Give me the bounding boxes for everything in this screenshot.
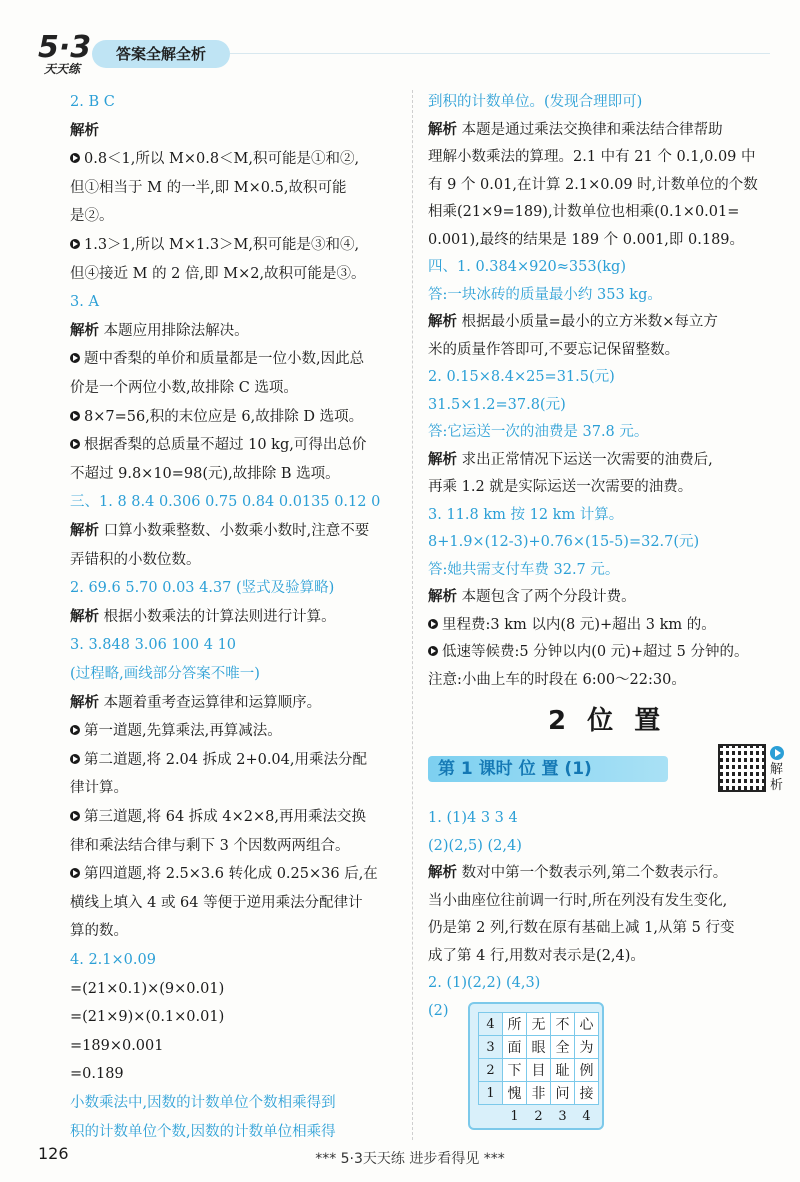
text-span: (2)(2,5) (2,4) bbox=[428, 837, 522, 854]
text-span: 题中香梨的单价和质量都是一位小数,因此总 bbox=[84, 351, 365, 368]
text-line bbox=[70, 464, 340, 484]
text-line bbox=[70, 492, 380, 512]
text-line bbox=[70, 178, 346, 198]
text-line bbox=[428, 202, 739, 222]
text-line bbox=[428, 367, 615, 387]
lesson-banner: 第 1 课时 位 置 (1) bbox=[428, 756, 668, 782]
grid-row-number: 4 bbox=[479, 1013, 503, 1036]
text-span: 再乘 1.2 就是实际运送一次需要的油费。 bbox=[428, 479, 693, 495]
text-span: 横线上填入 4 或 64 等便于逆用乘法分配律计 bbox=[70, 894, 363, 911]
text-span: 算的数。 bbox=[70, 923, 128, 940]
text-line bbox=[428, 532, 699, 552]
grid-table bbox=[478, 1012, 599, 1128]
text-line bbox=[428, 973, 540, 993]
text-line bbox=[70, 349, 364, 369]
text-span: 解析 bbox=[70, 122, 99, 139]
text-span: 解析 本题着重考查运算律和运算顺序。 bbox=[70, 694, 322, 711]
text-line bbox=[70, 149, 359, 169]
text-line bbox=[70, 664, 260, 684]
text-span: 注意:小曲上车的时段在 6:00～22:30。 bbox=[428, 671, 686, 688]
text-line bbox=[70, 292, 99, 312]
text-line bbox=[428, 836, 522, 856]
text-span: 解析 根据最小质量=最小的立方米数×每立方 bbox=[428, 314, 718, 330]
text-line bbox=[428, 808, 518, 828]
grid-cell: 面 bbox=[503, 1036, 527, 1059]
text-span: =(21×9)×(0.1×0.01) bbox=[70, 1009, 225, 1026]
text-span: 解析 求出正常情况下运送一次需要的油费后, bbox=[428, 451, 713, 468]
text-span: 积的计数单位个数,因数的计数单位相乘得 bbox=[70, 1123, 336, 1140]
text-line bbox=[428, 450, 713, 470]
text-span: 不超过 9.8×10=98(元),故排除 B 选项。 bbox=[70, 465, 340, 482]
text-span: 成了第 4 行,用数对表示是(2,4)。 bbox=[428, 947, 645, 964]
text-span: 3. 3.848 3.06 100 4 10 bbox=[70, 637, 237, 654]
column-divider bbox=[412, 90, 413, 1140]
arrow-bullet-icon bbox=[428, 646, 438, 656]
text-span: 答:它运送一次的油费是 37.8 元。 bbox=[428, 424, 649, 440]
logo-sub: 天天练 bbox=[44, 62, 81, 76]
position-grid bbox=[468, 1002, 604, 1130]
text-line bbox=[70, 979, 224, 999]
arrow-bullet-icon bbox=[70, 353, 80, 363]
text-span: 2. 69.6 5.70 0.03 4.37 (竖式及验算略) bbox=[70, 580, 335, 597]
header-title: 答案全解全析 bbox=[92, 40, 230, 68]
grid-cell: 问 bbox=[551, 1082, 575, 1105]
text-line bbox=[428, 147, 756, 167]
text-span: 解析 根据小数乘法的计算法则进行计算。 bbox=[70, 608, 336, 625]
text-span: 三、1. 8 8.4 0.306 0.75 0.84 0.0135 0.12 0 bbox=[70, 494, 381, 511]
text-line bbox=[428, 1001, 449, 1021]
text-span: 31.5×1.2=37.8(元) bbox=[428, 396, 566, 413]
text-line bbox=[428, 395, 566, 415]
text-line bbox=[428, 891, 727, 911]
text-span: 8+1.9×(12-3)+0.76×(15-5)=32.7(元) bbox=[428, 534, 700, 550]
header-divider bbox=[230, 53, 770, 54]
text-span: 答:一块冰砖的质量最小约 353 kg。 bbox=[428, 286, 662, 303]
logo bbox=[38, 30, 96, 76]
text-span: 2. (1)(2,2) (4,3) bbox=[428, 975, 541, 991]
text-span: 1.3＞1,所以 M×1.3＞M,积可能是③和④, bbox=[84, 237, 360, 253]
text-line bbox=[70, 121, 99, 141]
text-line bbox=[70, 378, 298, 398]
text-line bbox=[428, 918, 734, 938]
text-span: =189×0.001 bbox=[70, 1037, 164, 1054]
text-line bbox=[428, 230, 744, 250]
text-line bbox=[428, 946, 645, 966]
text-span: 四、1. 0.384×920≈353(kg) bbox=[428, 259, 626, 275]
grid-cell: 愧 bbox=[503, 1082, 527, 1105]
text-line bbox=[428, 312, 718, 332]
grid-cell: 为 bbox=[575, 1036, 599, 1059]
text-span: 理解小数乘法的算理。2.1 中有 21 个 0.1,0.09 中 bbox=[428, 149, 756, 165]
text-line bbox=[70, 206, 114, 226]
grid-cell: 无 bbox=[527, 1013, 551, 1036]
grid-axis-corner bbox=[479, 1105, 503, 1128]
text-span: 解析 本题应用排除法解决。 bbox=[70, 322, 249, 339]
text-line bbox=[70, 578, 334, 598]
grid-cell: 全 bbox=[551, 1036, 575, 1059]
arrow-bullet-icon bbox=[70, 239, 80, 249]
arrow-bullet-icon bbox=[70, 439, 80, 449]
text-span: 当小曲座位往前调一行时,所在列没有发生变化, bbox=[428, 892, 728, 909]
grid-col-number: 2 bbox=[527, 1105, 551, 1128]
text-span: 律计算。 bbox=[70, 780, 128, 797]
play-icon[interactable] bbox=[770, 746, 784, 760]
text-span: 第四道题,将 2.5×3.6 转化成 0.25×36 后,在 bbox=[84, 866, 378, 883]
arrow-bullet-icon bbox=[70, 868, 80, 878]
grid-cell: 目 bbox=[527, 1059, 551, 1082]
text-span: 到积的计数单位。(发现合理即可) bbox=[428, 94, 643, 110]
chapter-title: 2 位 置 bbox=[548, 706, 667, 736]
text-span: (过程略,画线部分答案不唯一) bbox=[70, 666, 260, 682]
text-line bbox=[70, 750, 367, 770]
text-line bbox=[428, 92, 642, 112]
text-span: 根据香梨的总质量不超过 10 kg,可得出总价 bbox=[84, 437, 367, 454]
grid-cell: 心 bbox=[575, 1013, 599, 1036]
text-span: 是②。 bbox=[70, 208, 114, 225]
text-line bbox=[428, 175, 758, 195]
text-span: 第三道题,将 64 拆成 4×2×8,再用乘法交换 bbox=[84, 809, 366, 825]
page-number: 126 bbox=[38, 1144, 69, 1163]
text-line bbox=[428, 477, 692, 497]
grid-col-number: 1 bbox=[503, 1105, 527, 1128]
text-line bbox=[428, 863, 727, 883]
text-line bbox=[428, 422, 648, 442]
grid-cell: 接 bbox=[575, 1082, 599, 1105]
text-line bbox=[70, 1122, 336, 1142]
text-line bbox=[70, 893, 363, 913]
grid-col-number: 3 bbox=[551, 1105, 575, 1128]
text-line bbox=[70, 521, 369, 541]
text-line bbox=[70, 864, 378, 884]
text-span: 1. (1)4 3 3 4 bbox=[428, 810, 518, 826]
text-span: =(21×0.1)×(9×0.01) bbox=[70, 980, 225, 997]
arrow-bullet-icon bbox=[428, 619, 438, 629]
text-line bbox=[70, 321, 249, 341]
grid-cell: 不 bbox=[551, 1013, 575, 1036]
arrow-bullet-icon bbox=[70, 725, 80, 735]
text-span: 第二道题,将 2.04 拆成 2+0.04,用乘法分配 bbox=[84, 751, 367, 768]
arrow-bullet-icon bbox=[70, 411, 80, 421]
text-line bbox=[70, 950, 156, 970]
text-line bbox=[70, 921, 128, 941]
text-line bbox=[70, 607, 336, 627]
text-line bbox=[70, 1093, 336, 1113]
text-span: 低速等候费:5 分钟以内(0 元)+超过 5 分钟的。 bbox=[442, 644, 749, 660]
text-span: 解析 口算小数乘整数、小数乘小数时,注意不要 bbox=[70, 523, 370, 539]
text-line bbox=[428, 285, 662, 305]
text-line bbox=[70, 264, 366, 284]
text-span: 解析 本题包含了两个分段计费。 bbox=[428, 589, 636, 605]
text-line bbox=[428, 120, 723, 140]
text-line bbox=[70, 407, 363, 427]
text-line bbox=[70, 1007, 224, 1027]
text-line bbox=[428, 257, 626, 277]
arrow-bullet-icon bbox=[70, 153, 80, 163]
grid-col-number: 4 bbox=[575, 1105, 599, 1128]
text-span: 0.8＜1,所以 M×0.8＜M,积可能是①和②, bbox=[84, 151, 360, 168]
text-line bbox=[428, 505, 623, 525]
text-line bbox=[428, 340, 679, 360]
logo-main: 5·3 bbox=[38, 30, 92, 65]
grid-cell: 非 bbox=[527, 1082, 551, 1105]
text-line bbox=[70, 693, 321, 713]
qr-code-icon[interactable] bbox=[718, 744, 766, 792]
text-span: 里程费:3 km 以内(8 元)+超出 3 km 的。 bbox=[442, 616, 716, 633]
text-line bbox=[428, 560, 619, 580]
text-line bbox=[70, 635, 236, 655]
text-span: 0.001),最终的结果是 189 个 0.001,即 0.189。 bbox=[428, 231, 745, 248]
text-line bbox=[70, 807, 366, 827]
arrow-bullet-icon bbox=[70, 811, 80, 821]
grid-cell: 下 bbox=[503, 1059, 527, 1082]
text-span: 有 9 个 0.01,在计算 2.1×0.09 时,计数单位的个数 bbox=[428, 176, 758, 193]
text-line bbox=[70, 836, 349, 856]
text-span: 但④接近 M 的 2 倍,即 M×2,故积可能是③。 bbox=[70, 265, 366, 282]
text-line bbox=[70, 721, 282, 741]
text-span: 解析 本题是通过乘法交换律和乘法结合律帮助 bbox=[428, 121, 723, 138]
text-span: 律和乘法结合律与剩下 3 个因数两两组合。 bbox=[70, 837, 350, 854]
text-span: 3. A bbox=[70, 294, 99, 311]
arrow-bullet-icon bbox=[70, 754, 80, 764]
grid-row-number: 3 bbox=[479, 1036, 503, 1059]
text-line bbox=[428, 615, 716, 635]
grid-row-number: 1 bbox=[479, 1082, 503, 1105]
text-span: 答:她共需支付车费 32.7 元。 bbox=[428, 561, 620, 578]
text-line bbox=[70, 1064, 124, 1084]
text-line bbox=[428, 670, 686, 690]
text-span: 相乘(21×9=189),计数单位也相乘(0.1×0.01= bbox=[428, 204, 740, 220]
text-span: (2) bbox=[428, 1002, 449, 1019]
text-span: 2. 0.15×8.4×25=31.5(元) bbox=[428, 369, 615, 385]
grid-cell: 耻 bbox=[551, 1059, 575, 1082]
text-line bbox=[70, 1036, 164, 1056]
text-span: 仍是第 2 列,行数在原有基础上减 1,从第 5 行变 bbox=[428, 920, 735, 936]
text-span: 米的质量作答即可,不要忘记保留整数。 bbox=[428, 341, 680, 358]
text-line bbox=[70, 435, 366, 455]
qr-label: 解析 bbox=[770, 762, 784, 793]
text-span: 价是一个两位小数,故排除 C 选项。 bbox=[70, 380, 298, 396]
grid-cell: 眼 bbox=[527, 1036, 551, 1059]
text-line bbox=[70, 778, 128, 798]
grid-row-number: 2 bbox=[479, 1059, 503, 1082]
text-span: 解析 数对中第一个数表示列,第二个数表示行。 bbox=[428, 865, 728, 881]
text-span: 2. B C bbox=[70, 94, 115, 110]
text-line bbox=[70, 92, 115, 112]
text-span: 4. 2.1×0.09 bbox=[70, 952, 156, 968]
text-span: 8×7=56,积的末位应是 6,故排除 D 选项。 bbox=[84, 408, 364, 425]
grid-cell: 所 bbox=[503, 1013, 527, 1036]
grid-cell: 例 bbox=[575, 1059, 599, 1082]
text-line bbox=[70, 550, 201, 570]
text-span: =0.189 bbox=[70, 1066, 124, 1083]
text-span: 第一道题,先算乘法,再算减法。 bbox=[84, 723, 282, 740]
text-span: 弄错积的小数位数。 bbox=[70, 551, 201, 568]
text-span: 3. 11.8 km 按 12 km 计算。 bbox=[428, 506, 624, 523]
text-span: 小数乘法中,因数的计数单位个数相乘得到 bbox=[70, 1095, 336, 1111]
text-line bbox=[428, 587, 636, 607]
text-line bbox=[70, 235, 359, 255]
text-span: 但①相当于 M 的一半,即 M×0.5,故积可能 bbox=[70, 179, 347, 196]
text-line bbox=[428, 642, 748, 662]
footer-slogan: *** 5·3天天练 进步看得见 *** bbox=[315, 1151, 505, 1167]
